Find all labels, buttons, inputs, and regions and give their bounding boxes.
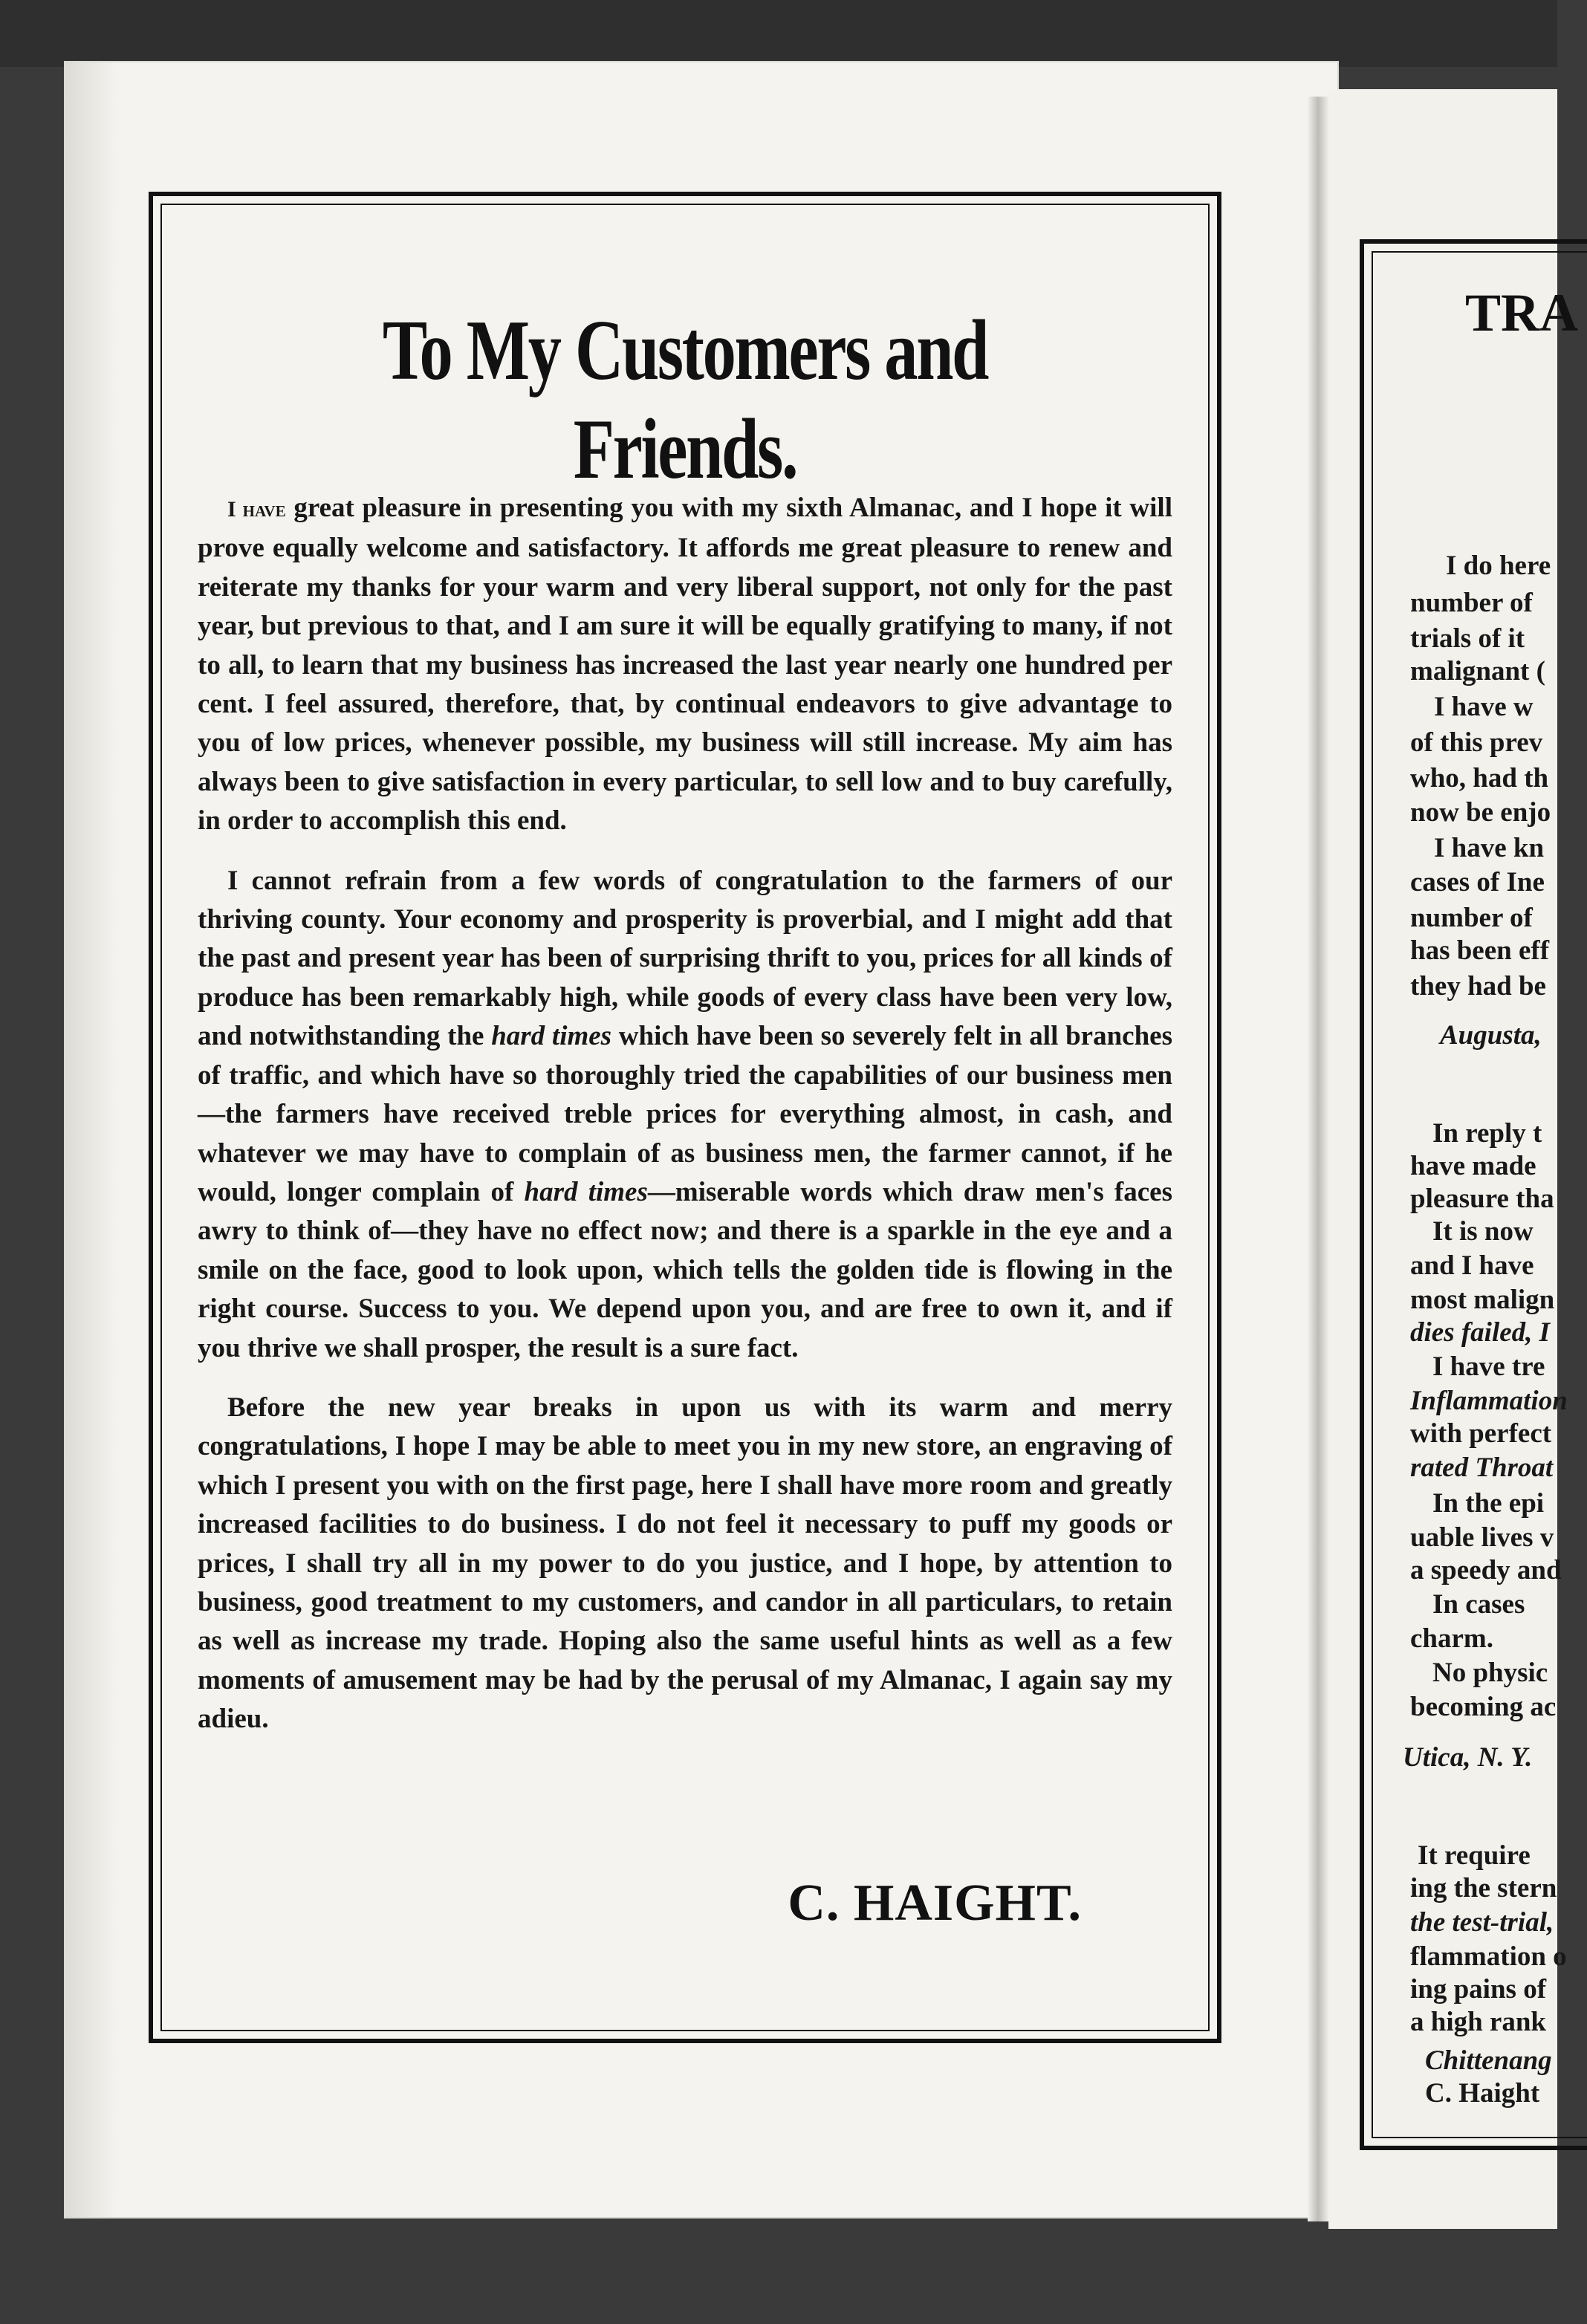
right-page-line: dies failed, I [1410, 1317, 1551, 1348]
right-page-line: I have tre [1432, 1351, 1545, 1382]
letter-border [149, 192, 1221, 2043]
right-page-line: malignant ( [1410, 656, 1545, 687]
right-page-line: flammation o [1410, 1941, 1567, 1972]
paragraph-2-part-a: I cannot refrain from a few words of congratulation to the farmers of our thriving county. Your economy and prosperity is proverbial, and I might add that the past and present year has been of surprising thrift to you, prices for all kinds of produce has been remarkably high, while goods of every class have been very low, and notwithstanding the [198, 865, 1172, 1052]
paragraph-1 [198, 489, 1172, 841]
right-page-line: a high rank [1410, 2007, 1547, 2037]
scanner-background [0, 0, 1557, 67]
right-page-line: who, had th [1410, 763, 1549, 793]
right-page-line: In the epi [1432, 1488, 1545, 1519]
paragraph-1-text: great pleasure in presenting you with my sixth Almanac, and I hope it will prove equally welcome and satisfactory. It affords me great pleasure to renew and reiterate my thanks for your warm and very liberal support, not only for the past year, but previous to that, and I am sure it will be equally gratifying to many, if not to all, to learn that my business has increased the last year nearly one hundred per cent. I feel assured, therefore, that, by continual endeavors to give advantage to you of low prices, whenever possible, my business will still increase. My aim has always been to give satisfaction in every particular, to sell low and to buy carefully, in order to accomplish this end. [198, 493, 1172, 837]
right-page-line: charm. [1410, 1623, 1493, 1654]
right-page-line: ing the stern [1410, 1873, 1557, 1903]
right-page-line: Utica, N. Y. [1403, 1742, 1533, 1773]
right-page-line: I do here [1446, 551, 1551, 581]
right-page-line: No physic [1432, 1658, 1548, 1688]
paragraph-2-part-c: which have been so severely felt in all branches of traffic, and which have so thoroughly tried the capabilities of our business men—the farmers have received treble prices for everything almost, in cash, and whatever we may have to complain of as business men, the farmer cannot, if he would, longer complain of [198, 1021, 1172, 1207]
right-page-line: with perfect [1410, 1418, 1552, 1449]
right-page-line: cases of Ine [1410, 867, 1545, 898]
letter-body [198, 489, 1172, 1760]
paragraph-1-lead: I have [227, 497, 286, 522]
right-page-line: number of [1410, 903, 1533, 933]
right-page-line: In reply t [1432, 1118, 1542, 1149]
right-page-line: It is now [1432, 1216, 1534, 1247]
right-page-line: most malign [1410, 1285, 1555, 1315]
right-page-line: becoming ac [1410, 1692, 1557, 1722]
right-page-line: pleasure tha [1410, 1184, 1554, 1214]
right-page-line: uable lives v [1410, 1522, 1554, 1553]
right-page-line: Augusta, [1440, 1020, 1542, 1051]
paragraph-2-part-e: —miserable words which draw men's faces awry to think of—they have no effect now; and there is a sparkle in the eye and a smile on the face, good to look upon, which tells the golden tide is flowing in the right course. Success to you. We depend upon you, and are free to own it, and if you thrive we shall prosper, the result is a sure fact. [198, 1176, 1172, 1363]
right-page-line: they had be [1410, 971, 1546, 1002]
right-page-line: trials of it [1410, 623, 1525, 654]
right-page-line: I have w [1434, 692, 1534, 722]
right-page-line: the test-trial, [1410, 1907, 1554, 1938]
right-page-line: Inflammation [1410, 1386, 1568, 1416]
right-page-line: rated Throat [1410, 1452, 1554, 1483]
book-gutter [1308, 97, 1328, 2221]
paragraph-3-text: Before the new year breaks in upon us with its warm and merry congratulations, I hope I may be able to meet you in my new store, an engraving of which I present you with on the first page, here I shall have more room and greatly increased facilities to do business. I do not feel it necessary to puff my goods or prices, I shall try all in my power to do you justice, and I hope, by attention to business, good treatment to my customers, and candor in all particulars, to retain as well as increase my trade. Hoping also the same useful hints as well as a few moments of amusement may be had by the perusal of my Almanac, I again say my adieu. [198, 1392, 1172, 1735]
right-page-line: and I have [1410, 1250, 1534, 1281]
paragraph-2 [198, 862, 1172, 1368]
letter-inner-border [160, 204, 1210, 2031]
right-page-line: now be enjo [1410, 797, 1551, 828]
right-page-line: In cases [1432, 1589, 1525, 1620]
right-page-line: have made [1410, 1151, 1536, 1181]
right-page-line: Chittenang [1425, 2045, 1552, 2076]
page-edge-shadow [65, 62, 117, 2217]
paragraph-3 [198, 1389, 1172, 1739]
right-page-clip [1328, 0, 1579, 2324]
right-page-line: ing pains of [1410, 1974, 1547, 2005]
right-page-line: number of [1410, 588, 1533, 618]
right-page-line: I have kn [1434, 833, 1545, 863]
right-page-line: It require [1418, 1840, 1531, 1871]
right-page-line: has been eff [1410, 935, 1550, 966]
paragraph-2-emphasis-2: hard times [524, 1176, 648, 1207]
right-page-line: of this prev [1410, 727, 1543, 758]
letter-title: To My Customers and Friends. [382, 303, 988, 497]
right-page-line: a speedy and [1410, 1555, 1562, 1585]
paragraph-2-emphasis-1: hard times [491, 1021, 612, 1052]
signature: C. HAIGHT. [788, 1875, 1082, 1932]
right-page-line: C. Haight [1425, 2078, 1540, 2109]
right-page-title: TRA [1465, 283, 1579, 343]
